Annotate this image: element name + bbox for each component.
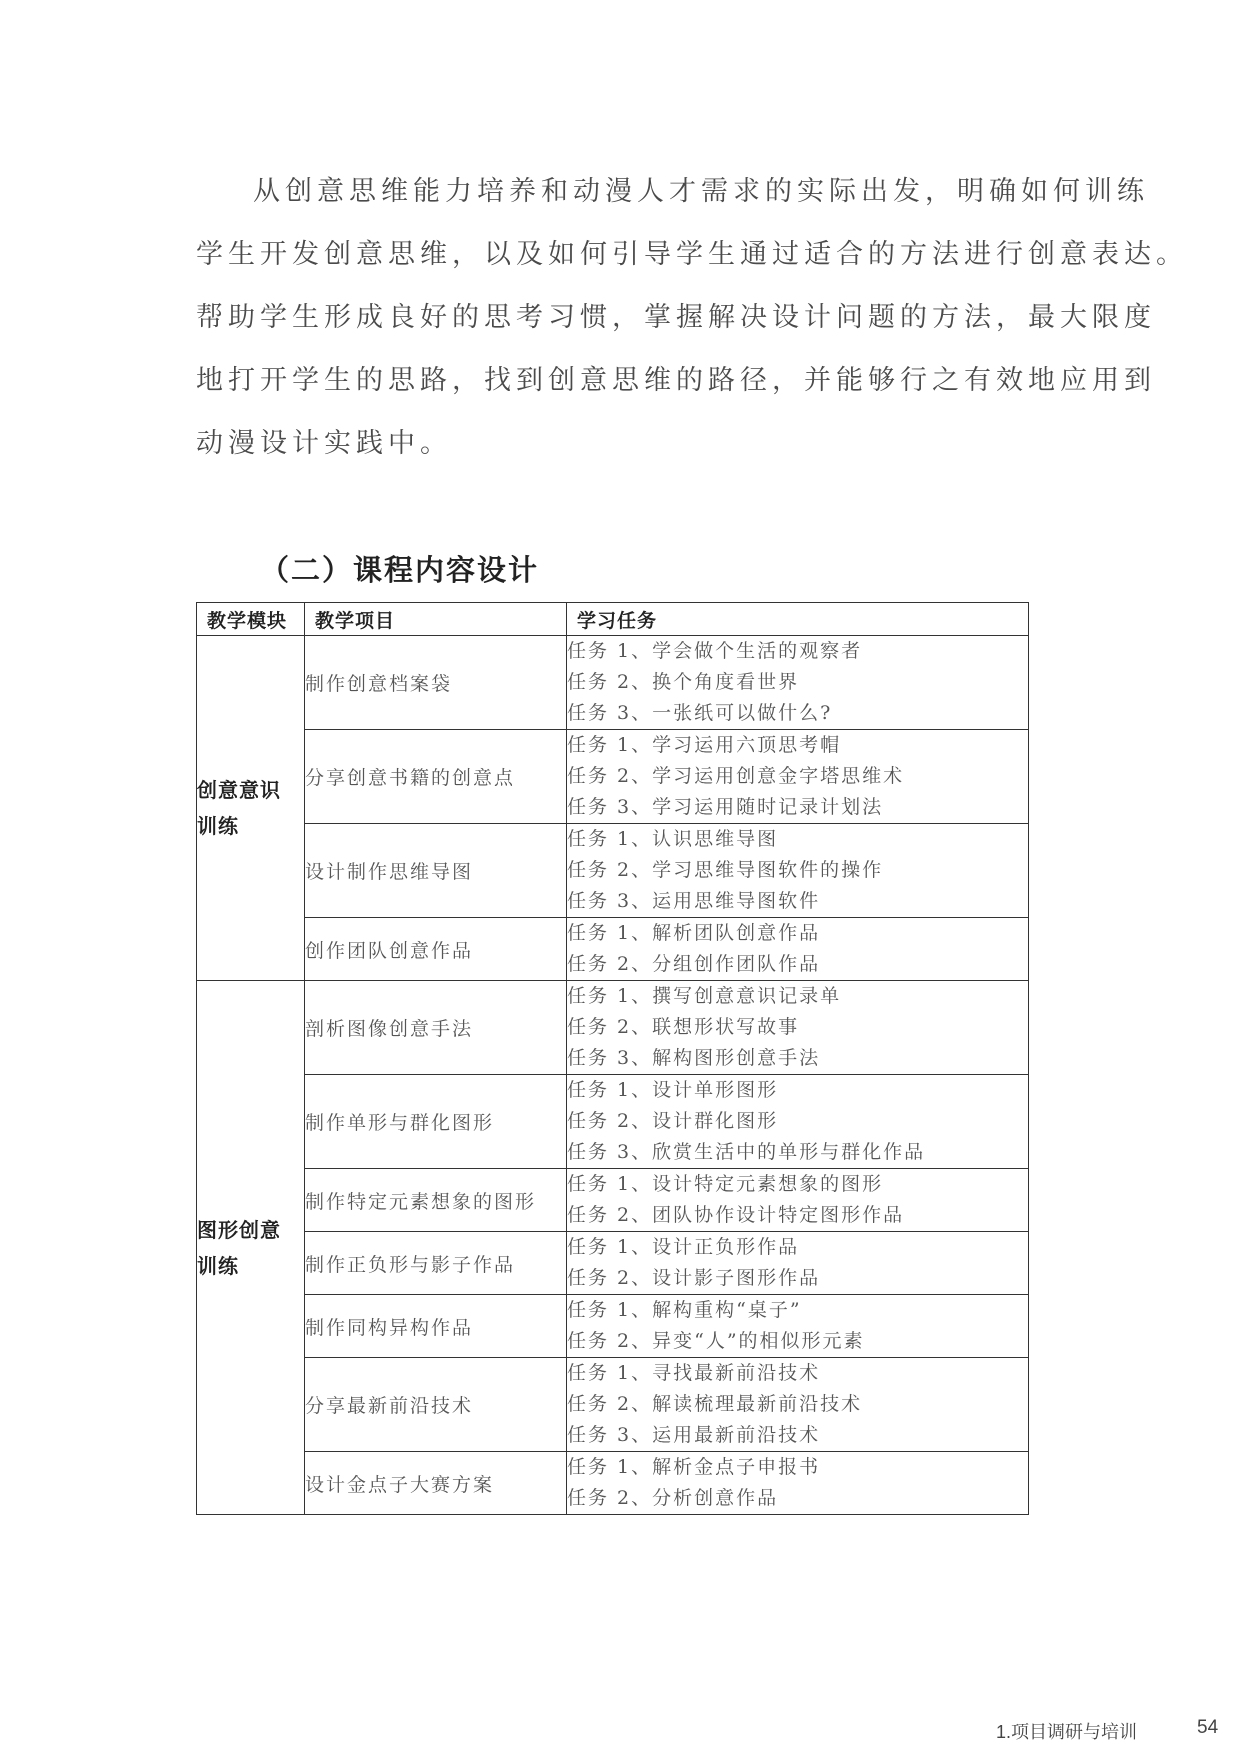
task-item: 任务 2、解读梳理最新前沿技术	[567, 1393, 863, 1415]
task-item: 任务 2、异变“人”的相似形元素	[567, 1330, 865, 1352]
intro-line: 从创意思维能力培养和动漫人才需求的实际出发，明确如何训练	[253, 176, 1149, 207]
module-name-line: 训练	[197, 1253, 239, 1278]
project-cell: 设计制作思维导图	[305, 824, 567, 918]
tasks-cell	[567, 1358, 1029, 1452]
task-item: 任务 1、设计单形图形	[567, 1079, 779, 1101]
project-cell: 制作特定元素想象的图形	[305, 1169, 567, 1232]
tasks-cell	[567, 1232, 1029, 1295]
task-item: 任务 1、解析团队创意作品	[567, 922, 821, 944]
table-row	[197, 824, 1029, 918]
module-cell	[197, 981, 305, 1515]
tasks-cell	[567, 1169, 1029, 1232]
task-item: 任务 3、欣赏生活中的单形与群化作品	[567, 1141, 926, 1163]
tasks-cell	[567, 1452, 1029, 1515]
task-item: 任务 1、解析金点子申报书	[567, 1456, 821, 1478]
intro-line: 学生开发创意思维，以及如何引导学生通过适合的方法进行创意表达。	[196, 239, 1188, 270]
tasks-cell	[567, 981, 1029, 1075]
task-item: 任务 3、学习运用随时记录计划法	[567, 796, 884, 818]
project-cell: 制作创意档案袋	[305, 636, 567, 730]
task-item: 任务 2、学习运用创意金字塔思维术	[567, 765, 905, 787]
task-item: 任务 3、运用思维导图软件	[567, 890, 821, 912]
task-item: 任务 2、分析创意作品	[567, 1487, 779, 1509]
project-cell: 制作正负形与影子作品	[305, 1232, 567, 1295]
task-item: 任务 3、一张纸可以做什么?	[567, 702, 833, 724]
task-item: 任务 1、设计特定元素想象的图形	[567, 1173, 884, 1195]
intro-line: 帮助学生形成良好的思考习惯，掌握解决设计问题的方法，最大限度	[196, 302, 1156, 333]
project-cell: 制作单形与群化图形	[305, 1075, 567, 1169]
task-item: 任务 2、团队协作设计特定图形作品	[567, 1204, 905, 1226]
task-item: 任务 1、撰写创意意识记录单	[567, 985, 842, 1007]
footer-chapter-label: 1.项目调研与培训	[996, 1722, 1138, 1742]
project-cell: 创作团队创意作品	[305, 918, 567, 981]
project-cell: 剖析图像创意手法	[305, 981, 567, 1075]
task-item: 任务 3、解构图形创意手法	[567, 1047, 821, 1069]
table-row	[197, 636, 1029, 730]
intro-paragraph	[196, 160, 1188, 475]
task-item: 任务 1、解构重构“桌子”	[567, 1299, 802, 1321]
table-row	[197, 918, 1029, 981]
table-header-row	[197, 603, 1029, 636]
table-row	[197, 981, 1029, 1075]
table-row	[197, 1358, 1029, 1452]
task-item: 任务 1、学会做个生活的观察者	[567, 640, 863, 662]
table-row	[197, 1169, 1029, 1232]
intro-line: 地打开学生的思路，找到创意思维的路径，并能够行之有效地应用到	[196, 365, 1156, 396]
tasks-cell	[567, 1075, 1029, 1169]
task-item: 任务 2、设计群化图形	[567, 1110, 779, 1132]
table-row	[197, 1232, 1029, 1295]
table-body	[197, 636, 1029, 1515]
project-cell: 分享创意书籍的创意点	[305, 730, 567, 824]
task-item: 任务 2、学习思维导图软件的操作	[567, 859, 884, 881]
project-cell: 制作同构异构作品	[305, 1295, 567, 1358]
tasks-cell	[567, 730, 1029, 824]
module-name-line: 创意意识	[197, 778, 281, 802]
header-module: 教学模块	[197, 603, 305, 636]
table-row	[197, 1295, 1029, 1358]
task-item: 任务 1、设计正负形作品	[567, 1236, 800, 1258]
task-item: 任务 1、寻找最新前沿技术	[567, 1362, 821, 1384]
task-item: 任务 1、认识思维导图	[567, 828, 779, 850]
task-item: 任务 2、设计影子图形作品	[567, 1267, 821, 1289]
tasks-cell	[567, 918, 1029, 981]
task-item: 任务 2、换个角度看世界	[567, 671, 800, 693]
module-cell	[197, 636, 305, 981]
task-item: 任务 2、联想形状写故事	[567, 1016, 800, 1038]
task-item: 任务 1、学习运用六顶思考帽	[567, 734, 842, 756]
project-cell: 设计金点子大赛方案	[305, 1452, 567, 1515]
page-number: 54	[1197, 1717, 1219, 1738]
table-row	[197, 730, 1029, 824]
project-cell: 分享最新前沿技术	[305, 1358, 567, 1452]
section-title: （二）课程内容设计	[260, 553, 540, 587]
module-name-line: 图形创意	[197, 1217, 281, 1242]
course-content-table	[196, 602, 1029, 1515]
header-tasks: 学习任务	[567, 603, 1029, 636]
tasks-cell	[567, 1295, 1029, 1358]
table-row	[197, 1452, 1029, 1515]
tasks-cell	[567, 824, 1029, 918]
header-project: 教学项目	[305, 603, 567, 636]
tasks-cell	[567, 636, 1029, 730]
table-row	[197, 1075, 1029, 1169]
task-item: 任务 2、分组创作团队作品	[567, 953, 821, 975]
module-name-line: 训练	[197, 814, 239, 838]
task-item: 任务 3、运用最新前沿技术	[567, 1424, 821, 1446]
intro-line: 动漫设计实践中。	[196, 428, 452, 459]
